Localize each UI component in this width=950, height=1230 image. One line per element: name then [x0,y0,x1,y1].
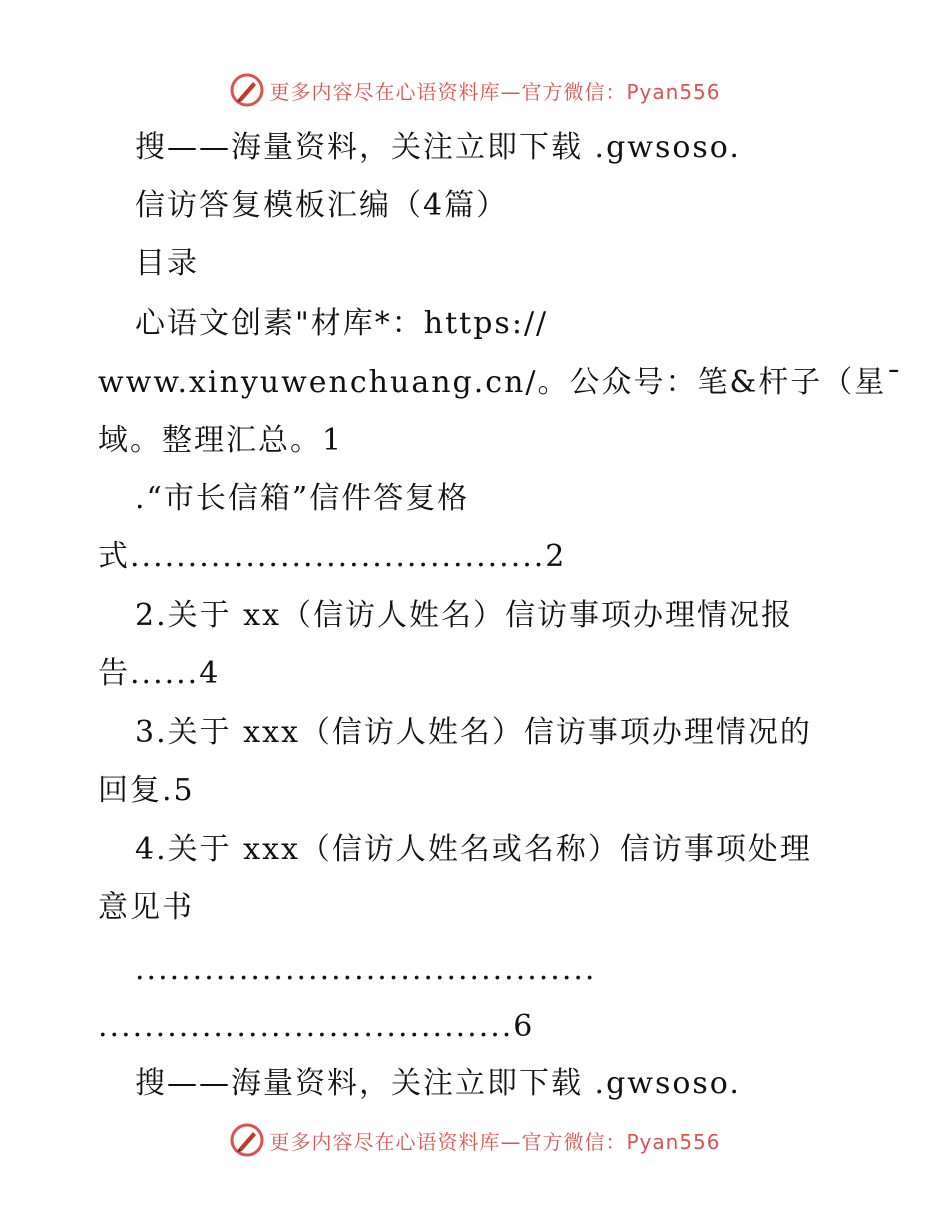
source-line: 心语文创素"材库*：https:// [135,306,549,341]
toc-item-3-cont: 回复.5 [98,773,195,808]
banner-text: 更多内容尽在心语资料库—官方微信：Pyan556 [269,1129,721,1154]
search-promo-line-bottom: 搜——海量资料，关注立即下载 .gwsoso. [135,1066,741,1101]
toc-item-2-cont: 告......4 [98,656,221,691]
toc-heading: 目录 [135,246,199,281]
banner-text: 更多内容尽在心语资料库—官方微信：Pyan556 [269,79,721,104]
toc-dot-leader-end: ....................................6 [98,1009,535,1044]
source-url-line: www.xinyuwenchuang.cn/。公众号：笔&杆子（星¯ [98,365,904,400]
toc-item-4: 4.关于 xxx（信访人姓名或名称）信访事项处理 [135,832,812,867]
pen-logo-icon [229,72,265,108]
source-end-line: 域。整理汇总。1 [98,423,344,458]
footer-banner [0,1120,950,1160]
toc-dot-leader: ........................................ [135,952,597,987]
toc-item-1-cont: 式....................................2 [98,539,567,574]
toc-item-4-cont: 意见书 [98,890,194,925]
toc-item-1: .“市长信箱”信件答复格 [135,481,470,516]
wechat-id: Pyan556 [626,79,721,104]
toc-item-3: 3.关于 xxx（信访人姓名）信访事项办理情况的 [135,715,812,750]
wechat-id: Pyan556 [626,1129,721,1154]
document-title: 信访答复模板汇编（4篇） [135,188,509,223]
search-promo-line: 搜——海量资料，关注立即下载 .gwsoso. [135,130,741,165]
header-banner [0,70,950,110]
toc-item-2: 2.关于 xx（信访人姓名）信访事项办理情况报 [135,598,793,633]
pen-logo-icon [229,1122,265,1158]
